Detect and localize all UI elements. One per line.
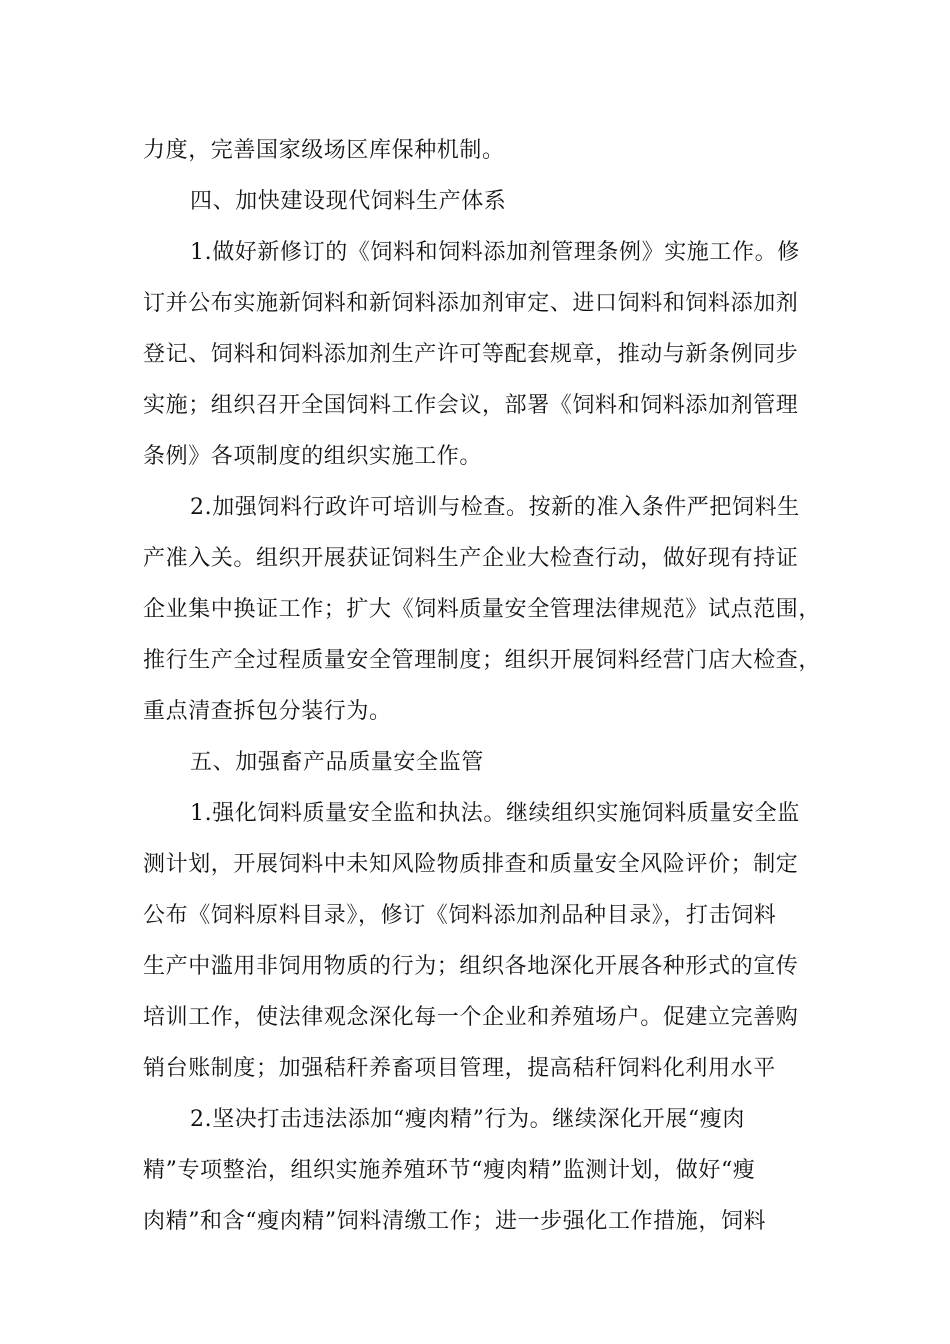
- paragraph-4-1-line-2: 订并公布实施新饲料和新饲料添加剂审定、进口饲料和饲料添加剂: [143, 291, 799, 316]
- paragraph-4-2-line-2: 产准入关。组织开展获证饲料生产企业大检查行动，做好现有持证: [143, 546, 799, 571]
- paragraph-5-1-line-1: 1.强化饲料质量安全监和执法。继续组织实施饲料质量安全监: [190, 801, 800, 826]
- paragraph-4-1-line-5: 条例》各项制度的组织实施工作。: [143, 444, 483, 469]
- paragraph-4-1-line-4: 实施；组织召开全国饲料工作会议，部署《饲料和饲料添加剂管理: [143, 393, 799, 418]
- paragraph-5-2-line-2: 精”专项整治，组织实施养殖环节“瘦肉精”监测计划，做好“瘦: [143, 1158, 756, 1183]
- paragraph-5-1-line-6: 销台账制度；加强秸秆养畜项目管理，提高秸秆饲料化利用水平: [143, 1056, 776, 1081]
- paragraph-5-1-line-5: 培训工作，使法律观念深化每一个企业和养殖场户。促建立完善购: [143, 1005, 799, 1030]
- paragraph-4-1-line-1: 1.做好新修订的《饲料和饲料添加剂管理条例》实施工作。修: [190, 240, 800, 265]
- paragraph-5-1-line-2: 测计划，开展饲料中未知风险物质排查和质量安全风险评价；制定: [143, 852, 799, 877]
- paragraph-4-2-line-3: 企业集中换证工作；扩大《饲料质量安全管理法律规范》试点范围，: [143, 597, 822, 622]
- section-heading-4: 四、加快建设现代饲料生产体系: [190, 189, 507, 214]
- paragraph-5-2-line-1: 2.坚决打击违法添加“瘦肉精”行为。继续深化开展“瘦肉: [190, 1107, 745, 1132]
- section-heading-5: 五、加强畜产品质量安全监管: [190, 750, 484, 775]
- paragraph-4-1-line-3: 登记、饲料和饲料添加剂生产许可等配套规章，推动与新条例同步: [143, 342, 799, 367]
- paragraph-4-2-line-1: 2.加强饲料行政许可培训与检查。按新的准入条件严把饲料生: [190, 495, 800, 520]
- paragraph-5-1-line-3: 公布《饲料原料目录》，修订《饲料添加剂品种目录》，打击饲料: [143, 903, 777, 928]
- paragraph-4-2-line-5: 重点清查拆包分装行为。: [143, 699, 392, 724]
- text-line-1: 力度，完善国家级场区库保种机制。: [143, 138, 505, 163]
- paragraph-5-2-line-3: 肉精”和含“瘦肉精”饲料清缴工作；进一步强化工作措施，饲料: [143, 1209, 767, 1234]
- paragraph-5-1-line-4: 生产中滥用非饲用物质的行为；组织各地深化开展各种形式的宣传: [143, 954, 799, 979]
- paragraph-4-2-line-4: 推行生产全过程质量安全管理制度；组织开展饲料经营门店大检查，: [143, 648, 822, 673]
